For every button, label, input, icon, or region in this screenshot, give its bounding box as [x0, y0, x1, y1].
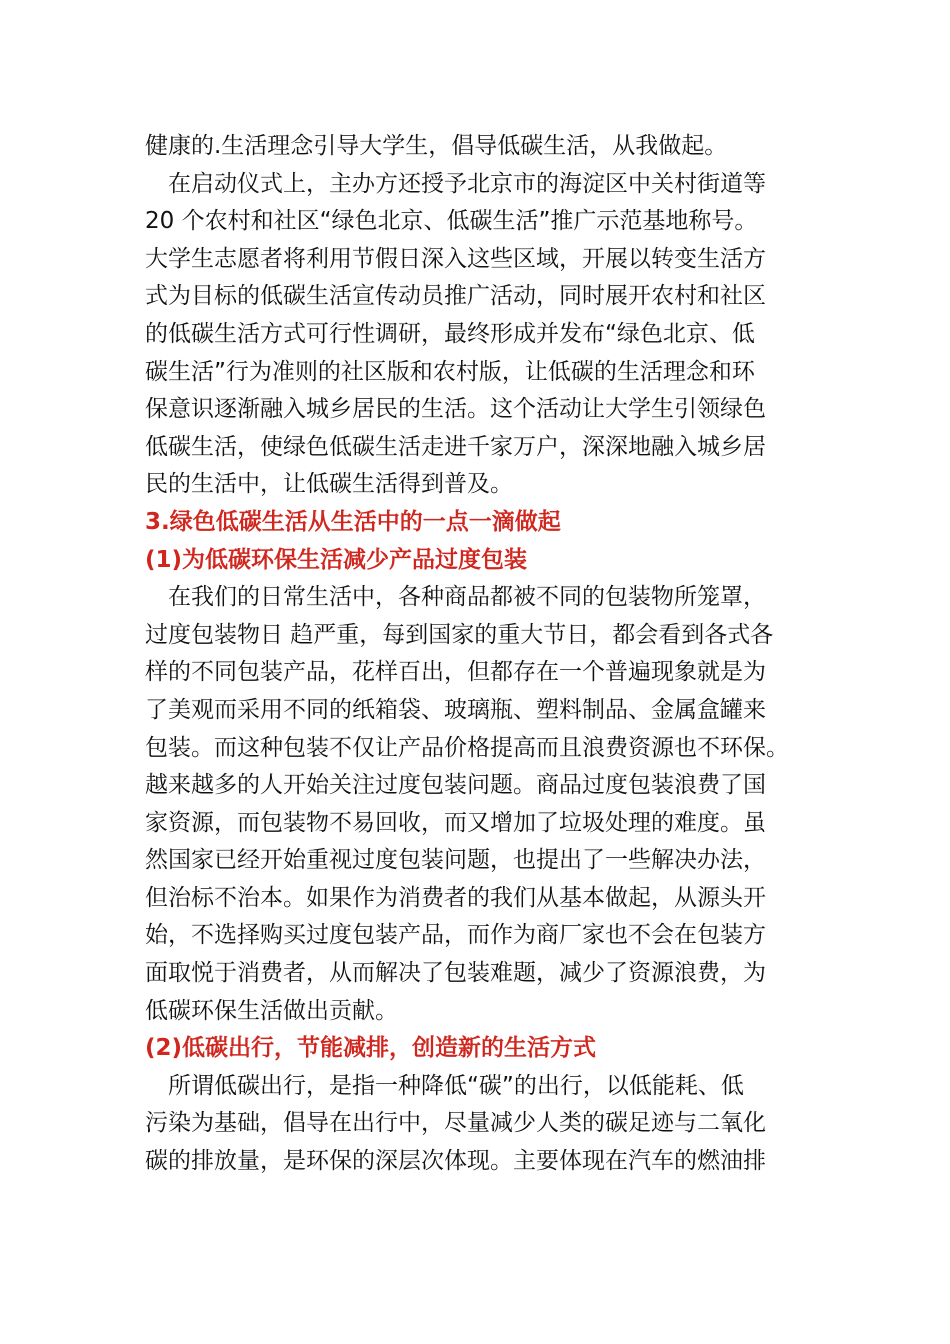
text-line: 样的不同包装产品，花样百出，但都存在一个普遍现象就是为: [145, 659, 766, 686]
text-line: 健康的.生活理念引导大学生，倡导低碳生活，从我做起。: [145, 133, 728, 159]
text-line: 碳生活”行为准则的社区版和农村版，让低碳的生活理念和环: [145, 358, 755, 385]
text-line: 式为目标的低碳生活宣传动员推广活动，同时展开农村和社区: [145, 283, 766, 310]
text-line: 在我们的日常生活中，各种商品都被不同的包装物所笼罩，: [145, 584, 766, 611]
paragraph-1: [145, 128, 807, 166]
text-line: 的低碳生活方式可行性调研，最终形成并发布“绿色北京、低: [145, 320, 755, 347]
text-line: 污染为基础，倡导在出行中，尽量减少人类的碳足迹与二氧化: [145, 1110, 766, 1137]
text-line: 所谓低碳出行，是指一种降低“碳”的出行，以低能耗、低: [145, 1072, 744, 1099]
text-line: 越来越多的人开始关注过度包装问题。商品过度包装浪费了国: [145, 772, 766, 799]
subsection-heading: (1)为低碳环保生活减少产品过度包装: [145, 546, 528, 573]
text-line: 家资源，而包装物不易回收，而又增加了垃圾处理的难度。虽: [145, 809, 766, 836]
text-line: 民的生活中，让低碳生活得到普及。: [145, 471, 513, 498]
text-line: 了美观而采用不同的纸箱袋、玻璃瓶、塑料制品、金属盒罐来: [145, 696, 766, 723]
paragraph-2: [145, 166, 807, 504]
text-line: 在启动仪式上，主办方还授予北京市的海淀区中关村街道等: [145, 170, 766, 197]
text-line: 包装。而这种包装不仅让产品价格提高而且浪费资源也不环保。: [145, 734, 789, 761]
paragraph-3: [145, 579, 807, 1030]
text-line: 始，不选择购买过度包装产品，而作为商厂家也不会在包装方: [145, 922, 766, 949]
paragraph-4: [145, 1068, 807, 1181]
text-line: 但治标不治本。如果作为消费者的我们从基本做起，从源头开: [145, 884, 766, 911]
text-line: 保意识逐渐融入城乡居民的生活。这个活动让大学生引领绿色: [145, 396, 766, 423]
text-line: 面取悦于消费者，从而解决了包装难题，减少了资源浪费，为: [145, 960, 766, 987]
text-line: 大学生志愿者将利用节假日深入这些区域，开展以转变生活方: [145, 245, 766, 272]
section-heading: 3.绿色低碳生活从生活中的一点一滴做起: [145, 508, 561, 535]
text-line: 低碳生活，使绿色低碳生活走进千家万户，深深地融入城乡居: [145, 433, 766, 460]
subsection-heading: (2)低碳出行，节能减排，创造新的生活方式: [145, 1035, 597, 1062]
text-line: 低碳环保生活做出贡献。: [145, 997, 398, 1024]
text-line: 20 个农村和社区“绿色北京、低碳生活”推广示范基地称号。: [145, 208, 758, 235]
document-page: [145, 128, 807, 1181]
text-line: 然国家已经开始重视过度包装问题，也提出了一些解决办法，: [145, 847, 766, 874]
text-line: 过度包装物日 趋严重，每到国家的重大节日，都会看到各式各: [145, 621, 774, 648]
text-line: 碳的排放量，是环保的深层次体现。主要体现在汽车的燃油排: [145, 1148, 766, 1175]
